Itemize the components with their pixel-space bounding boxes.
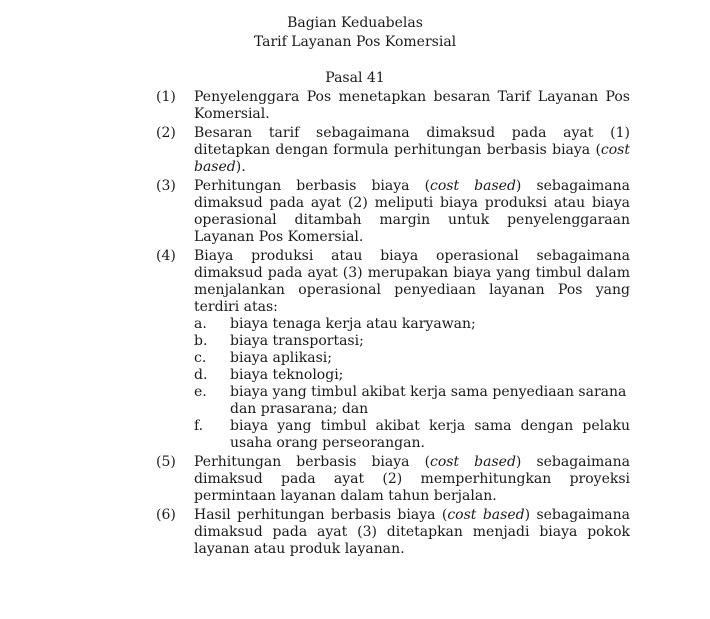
section-title: Tarif Layanan Pos Komersial — [253, 34, 457, 50]
italic-term: cost based — [194, 142, 630, 175]
sub-item-text: biaya tenaga kerja atau karyawan; — [230, 316, 476, 332]
article-number: Pasal 41 — [325, 70, 385, 86]
sub-item-text: biaya yang timbul akibat kerja sama penyediaan sarana dan prasarana; dan — [230, 384, 627, 417]
sub-item-text: biaya transportasi; — [230, 333, 364, 349]
sub-item-letter: c. — [194, 350, 207, 366]
clause-number: (1) — [156, 89, 176, 105]
clause-2 — [156, 125, 630, 176]
clause-text: Hasil perhitungan berbasis biaya (cost based) sebagaimana dimaksud pada ayat (3) ditetapkan menjadi biaya pokok layanan atau produk layanan. — [194, 507, 630, 557]
clause-6 — [156, 507, 630, 558]
clause-number: (6) — [156, 507, 176, 523]
section-heading: Bagian Keduabelas — [287, 15, 423, 31]
clause-number: (4) — [156, 248, 176, 264]
italic-term: cost based — [447, 507, 525, 523]
clause-3 — [156, 178, 630, 246]
clause-text: Biaya produksi atau biaya operasional sebagaimana dimaksud pada ayat (3) merupakan biaya yang timbul dalam menjalankan operasional penyediaan layanan Pos yang terdiri atas: — [194, 248, 630, 315]
clause-4 — [156, 248, 630, 452]
clause-number: (3) — [156, 178, 176, 194]
clause-number: (2) — [156, 125, 176, 141]
article-clauses — [156, 89, 630, 560]
sub-item-c — [194, 350, 630, 367]
clause-text: Penyelenggara Pos menetapkan besaran Tarif Layanan Pos Komersial. — [194, 89, 630, 122]
sub-item-text: biaya aplikasi; — [230, 350, 332, 366]
clause-number: (5) — [156, 454, 176, 470]
clause-text: Besaran tarif sebagaimana dimaksud pada ayat (1) ditetapkan dengan formula perhitungan berbasis biaya (cost based). — [194, 125, 630, 175]
clause-text: Perhitungan berbasis biaya (cost based) sebagaimana dimaksud pada ayat (2) memperhitungkan proyeksi permintaan layanan dalam tahun berjalan. — [194, 454, 630, 504]
clause-5 — [156, 454, 630, 505]
sub-item-letter: d. — [194, 367, 208, 383]
sub-item-letter: f. — [194, 418, 204, 434]
italic-term: cost based — [430, 178, 516, 194]
clause-1 — [156, 89, 630, 123]
sub-item-e — [194, 384, 630, 418]
sub-item-text: biaya yang timbul akibat kerja sama dengan pelaku usaha orang perseorangan. — [230, 418, 630, 451]
clause-body — [194, 248, 630, 452]
sub-item-letter: e. — [194, 384, 207, 400]
clause-text: Perhitungan berbasis biaya (cost based) sebagaimana dimaksud pada ayat (2) meliputi biaya produksi atau biaya operasional ditambah margin untuk penyelenggaraan Layanan Pos Komersial. — [194, 178, 630, 245]
italic-term: cost based — [430, 454, 516, 470]
sub-item-b — [194, 333, 630, 350]
sub-item-d — [194, 367, 630, 384]
sub-item-f — [194, 418, 630, 452]
sub-item-letter: b. — [194, 333, 208, 349]
sub-item-text: biaya teknologi; — [230, 367, 344, 383]
sub-item-letter: a. — [194, 316, 207, 332]
sub-item-a — [194, 316, 630, 333]
